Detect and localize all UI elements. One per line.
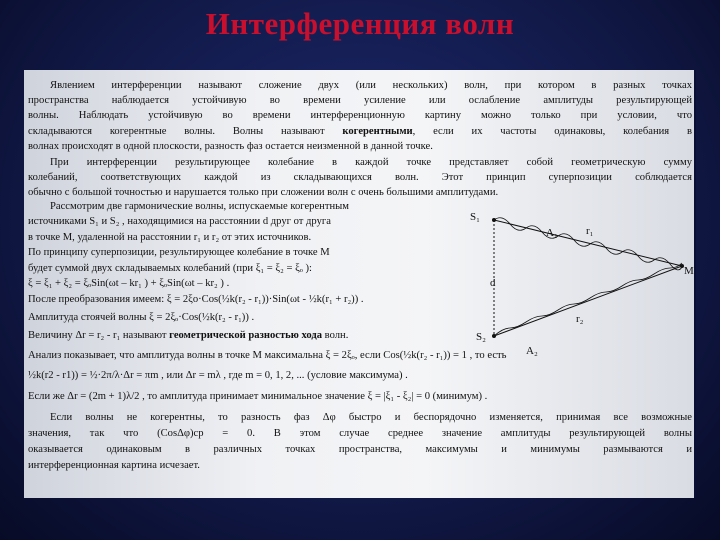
p3-line-9: [28, 330, 348, 341]
p3-line-6: ξ = ξ₁ + ξ₂ = ξₒSin(ωt – kr₁ ) + ξₒSin(ωt – kr₂ ) .: [28, 278, 230, 289]
p5-line-4: интерференционная картина исчезает.: [28, 460, 200, 471]
source-s1-point: [492, 218, 496, 222]
label-d: d: [490, 277, 496, 289]
p3-line-7: После преобразования имеем: ξ = 2ξo·Cos(½k(r₂ - r₁))·Sin(ωt - ½k(r₁ + r₂)) .: [28, 294, 364, 305]
label-s1: S₁: [470, 211, 480, 223]
p3-line-8: Амплитуда стоячей волны ξ = 2ξₒ·Cos(½k(r₂ - r₁)) .: [28, 312, 255, 323]
p3-line-2: источниками S₁ и S₂ , находящимися на расстоянии d друг от друга: [28, 216, 331, 227]
p1-line-2: пространства наблюдается устойчивую во времени усиление или ослабление амплитуды результирующей: [28, 95, 692, 106]
p3-line-4: По принципу суперпозиции, результирующее колебание в точке M: [28, 247, 330, 258]
label-r2: r₂: [576, 313, 584, 325]
interference-diagram: [464, 208, 696, 360]
ray-r2: [494, 266, 682, 336]
p2-line-2: колебаний, соответствующих каждой из складывающихся волн. Этот принцип суперпозиции соблюдается: [28, 172, 692, 183]
source-s2-point: [492, 334, 496, 338]
p1-line-3: волны. Наблюдать устойчивую во времени интерференционную картину можно только при условии, что: [28, 110, 692, 121]
p1-line-1: Явлением интерференции называют сложение двух (или нескольких) волн, при котором в разных точках: [50, 80, 692, 91]
p5-line-1: Если волны не когерентны, то разность фаз Δφ быстро и беспорядочно изменяется, принимая все возможные: [50, 412, 692, 423]
p2-line-1: При интерференции результирующее колебание в каждой точке представляет собой геометрическую сумму: [50, 157, 692, 168]
label-a1: A₁: [546, 227, 558, 239]
p5-line-2: значения, так что (CosΔφ)ср = 0. В этом случае среднее значение амплитуды результирующей волны: [28, 428, 692, 439]
p1-line-4-end: , если их частоты одинаковы, колебания в: [412, 126, 692, 137]
term-path-difference: геометрической разностью хода: [169, 330, 323, 341]
p3-line-3: в точке M, удаленной на расстоянии r₁ и r₂ от этих источников.: [28, 232, 312, 243]
p5-line-3: оказывается одинаковым в различных точках пространства, максимумы и минимумы размываются и: [28, 444, 692, 455]
page-title: Интерференция волн: [205, 6, 515, 41]
p3-line-9-start: Величину Δr = r₂ - r₁ называют: [28, 330, 170, 341]
label-a2: A₂: [526, 345, 538, 357]
label-m: M: [684, 265, 694, 277]
p1-line-4-start: складываются когерентные волны. Волны называют: [28, 126, 325, 137]
p4-line-3: Если же Δr = (2m + 1)λ/2 , то амплитуда принимает минимальное значение ξ = |ξ₁ - ξ₂| = 0 (минимум) .: [28, 391, 488, 402]
label-s2: S₂: [476, 331, 486, 343]
label-r1: r₁: [586, 225, 594, 237]
term-coherent: когерентными: [342, 126, 413, 137]
p1-line-5: волнах происходят в одной плоскости, разность фаз остается неизменной в данной точке.: [28, 141, 433, 152]
p3-line-1: Рассмотрим две гармонические волны, испускаемые когерентным: [50, 201, 349, 212]
p3-line-9-end: волн.: [322, 330, 349, 341]
p3-line-5: будет суммой двух складываемых колебаний (при ξ₁ = ξ₂ = ξₒ ):: [28, 263, 312, 274]
p4-line-2: ½k(r2 - r1)) = ½·2π/λ·Δr = πm , или Δr = mλ , где m = 0, 1, 2, ... (условие максимума) .: [28, 370, 408, 381]
p1-line-4: [28, 124, 692, 139]
p4-line-1: Анализ показывает, что амплитуда волны в точке M максимальна ξ = 2ξₒ, если Cos(½k(r₂ - r₁)) = 1 , то есть: [28, 350, 507, 361]
p2-line-3: обычно с большой точностью и нарушается только при сложении волн с очень большими амплитудами.: [28, 187, 499, 198]
